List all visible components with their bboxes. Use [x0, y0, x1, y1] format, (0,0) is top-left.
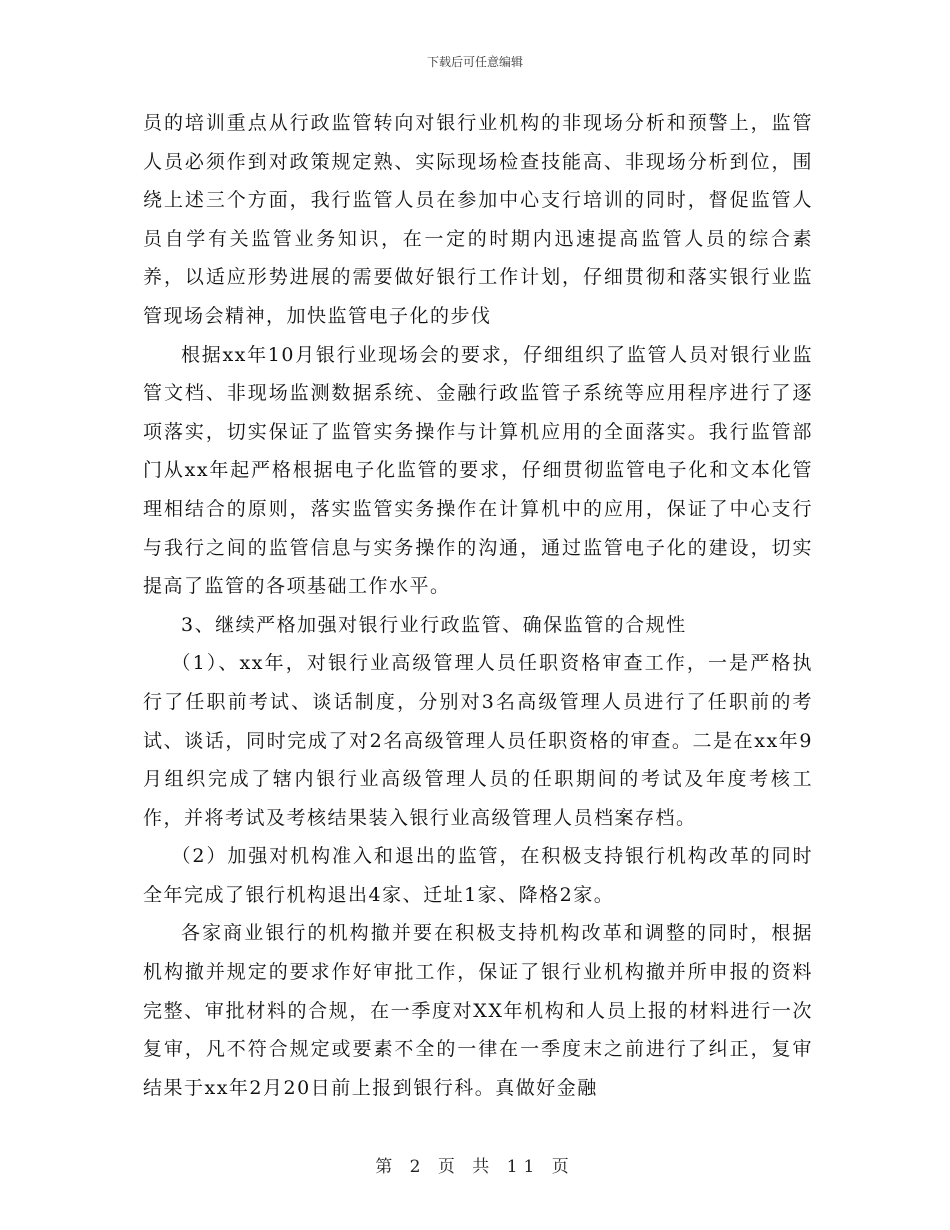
- page-number-footer: 第 2 页 共 11 页: [375, 1157, 575, 1177]
- document-body: [143, 104, 813, 1107]
- paragraph-institution-access: （2）加强对机构准入和退出的监管，在积极支持银行机构改革的同时全年完成了银行机构退出4家、迁址1家、降格2家。: [143, 845, 813, 906]
- section-heading-compliance: 3、继续严格加强对银行业行政监管、确保监管的合规性: [181, 613, 687, 636]
- paragraph-training-continuation: 员的培训重点从行政监管转向对银行业机构的非现场分析和预警上，监管人员必须作到对政策规定熟、实际现场检查技能高、非现场分析到位，围绕上述三个方面，我行监管人员在参加中心支行培训的同时，督促监管人员自学有关监管业务知识，在一定的时期内迅速提高监管人员的综合素养，以适应形势进展的需要做好银行工作计划，仔细贯彻和落实银行业监管现场会精神，加快监管电子化的步伐: [143, 112, 813, 327]
- paragraph-qualification-review: （1）、xx年，对银行业高级管理人员任职资格审查工作，一是严格执行了任职前考试、谈话制度，分别对3名高级管理人员进行了任职前的考试、谈话，同时完成了对2名高级管理人员任职资格的审查。二是在xx年9月组织完成了辖内银行业高级管理人员的任职期间的考试及年度考核工作，并将考试及考核结果装入银行业高级管理人员档案存档。: [143, 652, 813, 829]
- paragraph-branch-merger: 各家商业银行的机构撤并要在积极支持机构改革和调整的同时，根据机构撤并规定的要求作好审批工作，保证了银行业机构撤并所申报的资料完整、审批材料的合规，在一季度对XX年机构和人员上报的材料进行一次复审，凡不符合规定或要素不全的一律在一季度末之前进行了纠正，复审结果于xx年2月20日前上报到银行科。真做好金融: [143, 922, 813, 1099]
- page-header: 下载后可任意编辑: [426, 55, 523, 69]
- paragraph-electronic-supervision: 根据xx年10月银行业现场会的要求，仔细组织了监管人员对银行业监管文档、非现场监测数据系统、金融行政监管子系统等应用程序进行了逐项落实，切实保证了监管实务操作与计算机应用的全面落实。我行监管部门从xx年起严格根据电子化监管的要求，仔细贯彻监管电子化和文本化管理相结合的原则，落实监管实务操作在计算机中的应用，保证了中心支行与我行之间的监管信息与实务操作的沟通，通过监管电子化的建设，切实提高了监管的各项基础工作水平。: [143, 343, 813, 598]
